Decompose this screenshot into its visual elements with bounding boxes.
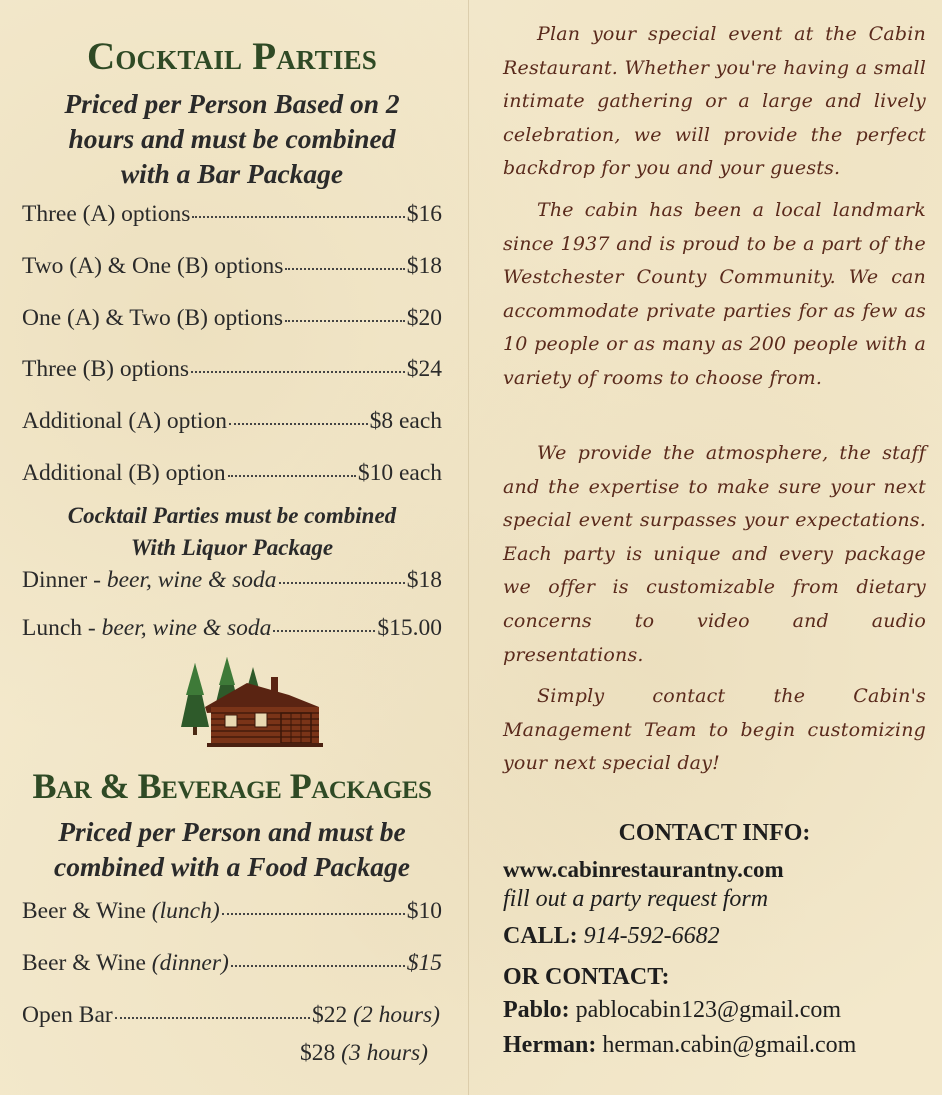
- pine-tree-icon: [181, 663, 209, 735]
- item-label: [22, 898, 220, 925]
- phone-number[interactable]: 914-592-6682: [583, 923, 720, 949]
- or-contact-label: OR CONTACT:: [503, 964, 670, 990]
- cocktail-note: [22, 500, 442, 564]
- item-label: Additional (B) option: [22, 460, 226, 486]
- website-link[interactable]: www.cabinrestaurantny.com: [503, 857, 784, 882]
- item-price: $16: [406, 201, 442, 227]
- intro-paragraph: The cabin has been a local landmark since 1937 and is proud to be a part of the Westchester County Community. We can accommodate private parties for as few as 10 people or as many as 200 people with a variety of rooms to choose from.: [503, 199, 926, 389]
- leader-dots: [231, 965, 405, 967]
- leader-dots: [285, 268, 404, 270]
- intro-paragraph: Plan your special event at the Cabin Restaurant. Whether you're having a small intimate gathering or a large and lively celebration, we will provide the perfect backdrop for you and your guests.: [503, 23, 926, 180]
- item-label-main: Lunch -: [22, 615, 102, 641]
- open-bar-extra-price: [300, 1040, 428, 1067]
- item-label-main: Beer & Wine: [22, 898, 152, 924]
- intro-paragraph: Simply contact the Cabin's Management Team to begin customizing your next special day!: [503, 685, 926, 775]
- price-detail: (2 hours): [353, 1002, 440, 1028]
- item-label: Open Bar: [22, 1002, 113, 1028]
- price-row: [22, 305, 442, 332]
- price-row: [22, 567, 442, 594]
- price-row: [22, 460, 442, 487]
- item-price: $15.00: [377, 615, 442, 641]
- price-main: $28: [300, 1040, 342, 1066]
- contact-email[interactable]: herman.cabin@gmail.com: [602, 1032, 857, 1058]
- leader-dots: [279, 582, 405, 584]
- subtitle-line: with a Bar Package: [120, 158, 344, 189]
- phone-line: [503, 923, 720, 950]
- price-row: [22, 356, 442, 383]
- item-label-detail: beer, wine & soda: [101, 615, 272, 641]
- cocktail-title: Cocktail Parties: [86, 35, 378, 78]
- item-price: $15: [406, 950, 442, 976]
- item-price: [312, 1002, 440, 1029]
- item-label-main: Dinner -: [22, 567, 107, 593]
- item-label: [22, 615, 271, 642]
- subtitle-line: Priced per Person and must be: [58, 816, 406, 847]
- call-label: CALL:: [503, 923, 578, 949]
- item-price: $20: [406, 305, 442, 331]
- leader-dots: [191, 371, 405, 373]
- contact-heading: CONTACT INFO:: [618, 820, 811, 846]
- item-label-detail: beer, wine & soda: [106, 567, 277, 593]
- item-label: [22, 567, 277, 594]
- item-price: $24: [406, 356, 442, 382]
- intro-paragraph: We provide the atmosphere, the staff and the expertise to make sure your next special event surpasses your expectations. Each party is unique and every package we offer is customizable from dietary concerns to video and audio presentations.: [503, 442, 926, 666]
- item-price: $10: [406, 898, 442, 924]
- note-line: Cocktail Parties must be combined: [67, 503, 397, 528]
- leader-dots: [222, 913, 405, 915]
- item-label-detail: (dinner): [151, 950, 229, 976]
- item-label-main: Beer & Wine: [22, 950, 152, 976]
- price-row: [22, 1002, 440, 1029]
- contact-person: [503, 1032, 856, 1059]
- contact-person: [503, 997, 841, 1024]
- leader-dots: [228, 475, 356, 477]
- item-label: One (A) & Two (B) options: [22, 305, 283, 331]
- item-label: [22, 950, 229, 977]
- item-label: Three (B) options: [22, 356, 190, 382]
- leader-dots: [115, 1017, 310, 1019]
- note-line: With Liquor Package: [130, 535, 334, 560]
- price-row: [22, 408, 442, 435]
- contact-name: Pablo:: [503, 997, 570, 1023]
- item-price: $8 each: [369, 408, 442, 434]
- item-price: $10 each: [357, 460, 442, 486]
- item-price: $18: [406, 567, 442, 593]
- contact-name: Herman:: [503, 1032, 597, 1058]
- contact-email[interactable]: pablocabin123@gmail.com: [575, 997, 842, 1023]
- item-label: Three (A) options: [22, 201, 191, 227]
- leader-dots: [229, 423, 368, 425]
- fold-line: [468, 0, 469, 1095]
- subtitle-line: hours and must be combined: [68, 123, 396, 154]
- log-cabin-icon: [177, 655, 327, 755]
- price-main: $22: [312, 1002, 354, 1028]
- bar-subtitle: [22, 814, 442, 884]
- leader-dots: [273, 630, 375, 632]
- price-row: [22, 253, 442, 280]
- item-label: Two (A) & One (B) options: [22, 253, 284, 279]
- subtitle-line: Priced per Person Based on 2: [64, 88, 400, 119]
- price-row: [22, 201, 442, 228]
- item-label: Additional (A) option: [22, 408, 227, 434]
- cocktail-subtitle: [22, 86, 442, 191]
- form-note: fill out a party request form: [503, 886, 769, 912]
- leader-dots: [285, 320, 405, 322]
- price-row: [22, 898, 442, 925]
- leader-dots: [192, 216, 404, 218]
- price-detail: (3 hours): [341, 1040, 428, 1066]
- price-row: [22, 950, 442, 977]
- item-label-detail: (lunch): [151, 898, 220, 924]
- price-row: [22, 615, 442, 642]
- item-price: $18: [406, 253, 442, 279]
- subtitle-line: combined with a Food Package: [54, 851, 410, 882]
- bar-title: Bar & Beverage Packages: [32, 766, 432, 806]
